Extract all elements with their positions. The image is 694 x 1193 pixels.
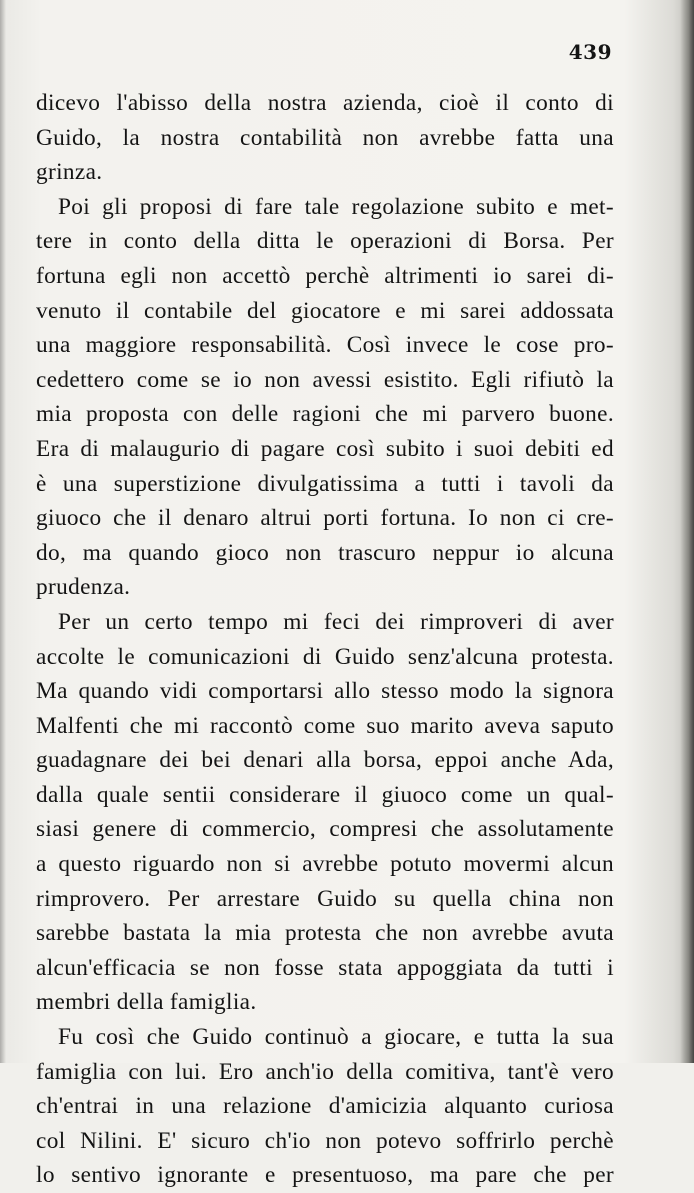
text-line: cedettero come se io non avessi esistito. Egli rifiutò la: [36, 366, 614, 393]
text-line: lo sentivo ignorante e presentuoso, ma pare che per: [36, 1162, 614, 1189]
text-line: alcun'efficacia se non fosse stata appoggiata da tutti i: [36, 954, 614, 981]
text-line: guadagnare dei bei denari alla borsa, eppoi anche Ada,: [36, 747, 614, 774]
text-line: venuto il contabile del giocatore e mi sarei addossata: [36, 297, 614, 324]
text-line: Ma quando vidi comportarsi allo stesso modo la signora: [36, 678, 614, 705]
text-line: siasi genere di commercio, compresi che assolutamente: [36, 816, 614, 843]
text-line: sarebbe bastata la mia protesta che non avrebbe avuta: [36, 920, 614, 947]
text-line: Malfenti che mi raccontò come suo marito aveva saputo: [36, 712, 614, 739]
text-line: famiglia con lui. Ero anch'io della comitiva, tant'è vero: [36, 1058, 614, 1085]
page-edge-right: [680, 0, 694, 1063]
text-line: Fu così che Guido continuò a giocare, e tutta la sua: [58, 1024, 614, 1051]
body-text: [36, 86, 614, 1193]
text-line: mia proposta con delle ragioni che mi parvero buone.: [36, 401, 614, 428]
text-line: accolte le comunicazioni di Guido senz'alcuna protesta.: [36, 643, 614, 670]
text-line: prudenza.: [36, 574, 131, 601]
text-line: una maggiore responsabilità. Così invece le cose pro-: [36, 332, 614, 359]
text-line: do, ma quando gioco non trascuro neppur io alcuna: [36, 539, 614, 566]
text-line: a questo riguardo non si avrebbe potuto movermi alcun: [36, 851, 614, 878]
text-line: Era di malaugurio di pagare così subito i suoi debiti ed: [36, 435, 614, 462]
text-line: Guido, la nostra contabilità non avrebbe fatta una: [36, 124, 614, 151]
text-line: Poi gli proposi di fare tale regolazione subito e met-: [58, 193, 614, 220]
page-number: 439: [568, 40, 612, 64]
text-line: grinza.: [36, 159, 103, 186]
text-line: è una superstizione divulgatissima a tutti i tavoli da: [36, 470, 614, 497]
text-line: rimprovero. Per arrestare Guido su quella china non: [36, 885, 614, 912]
text-line: dicevo l'abisso della nostra azienda, cioè il conto di: [36, 90, 614, 116]
page-edge-left: [0, 0, 6, 1063]
text-line: Per un certo tempo mi feci dei rimproveri di aver: [58, 608, 614, 635]
text-line: fortuna egli non accettò perchè altrimenti io sarei di-: [36, 262, 614, 289]
text-line: dalla quale sentii considerare il giuoco come un qual-: [36, 781, 614, 808]
text-line: giuoco che il denaro altrui porti fortuna. Io non ci cre-: [36, 505, 614, 532]
text-line: ch'entrai in una relazione d'amicizia alquanto curiosa: [36, 1093, 614, 1120]
text-line: col Nilini. E' sicuro ch'io non potevo soffrirlo perchè: [36, 1127, 614, 1154]
text-line: membri della famiglia.: [36, 989, 257, 1016]
text-line: tere in conto della ditta le operazioni di Borsa. Per: [36, 228, 614, 255]
